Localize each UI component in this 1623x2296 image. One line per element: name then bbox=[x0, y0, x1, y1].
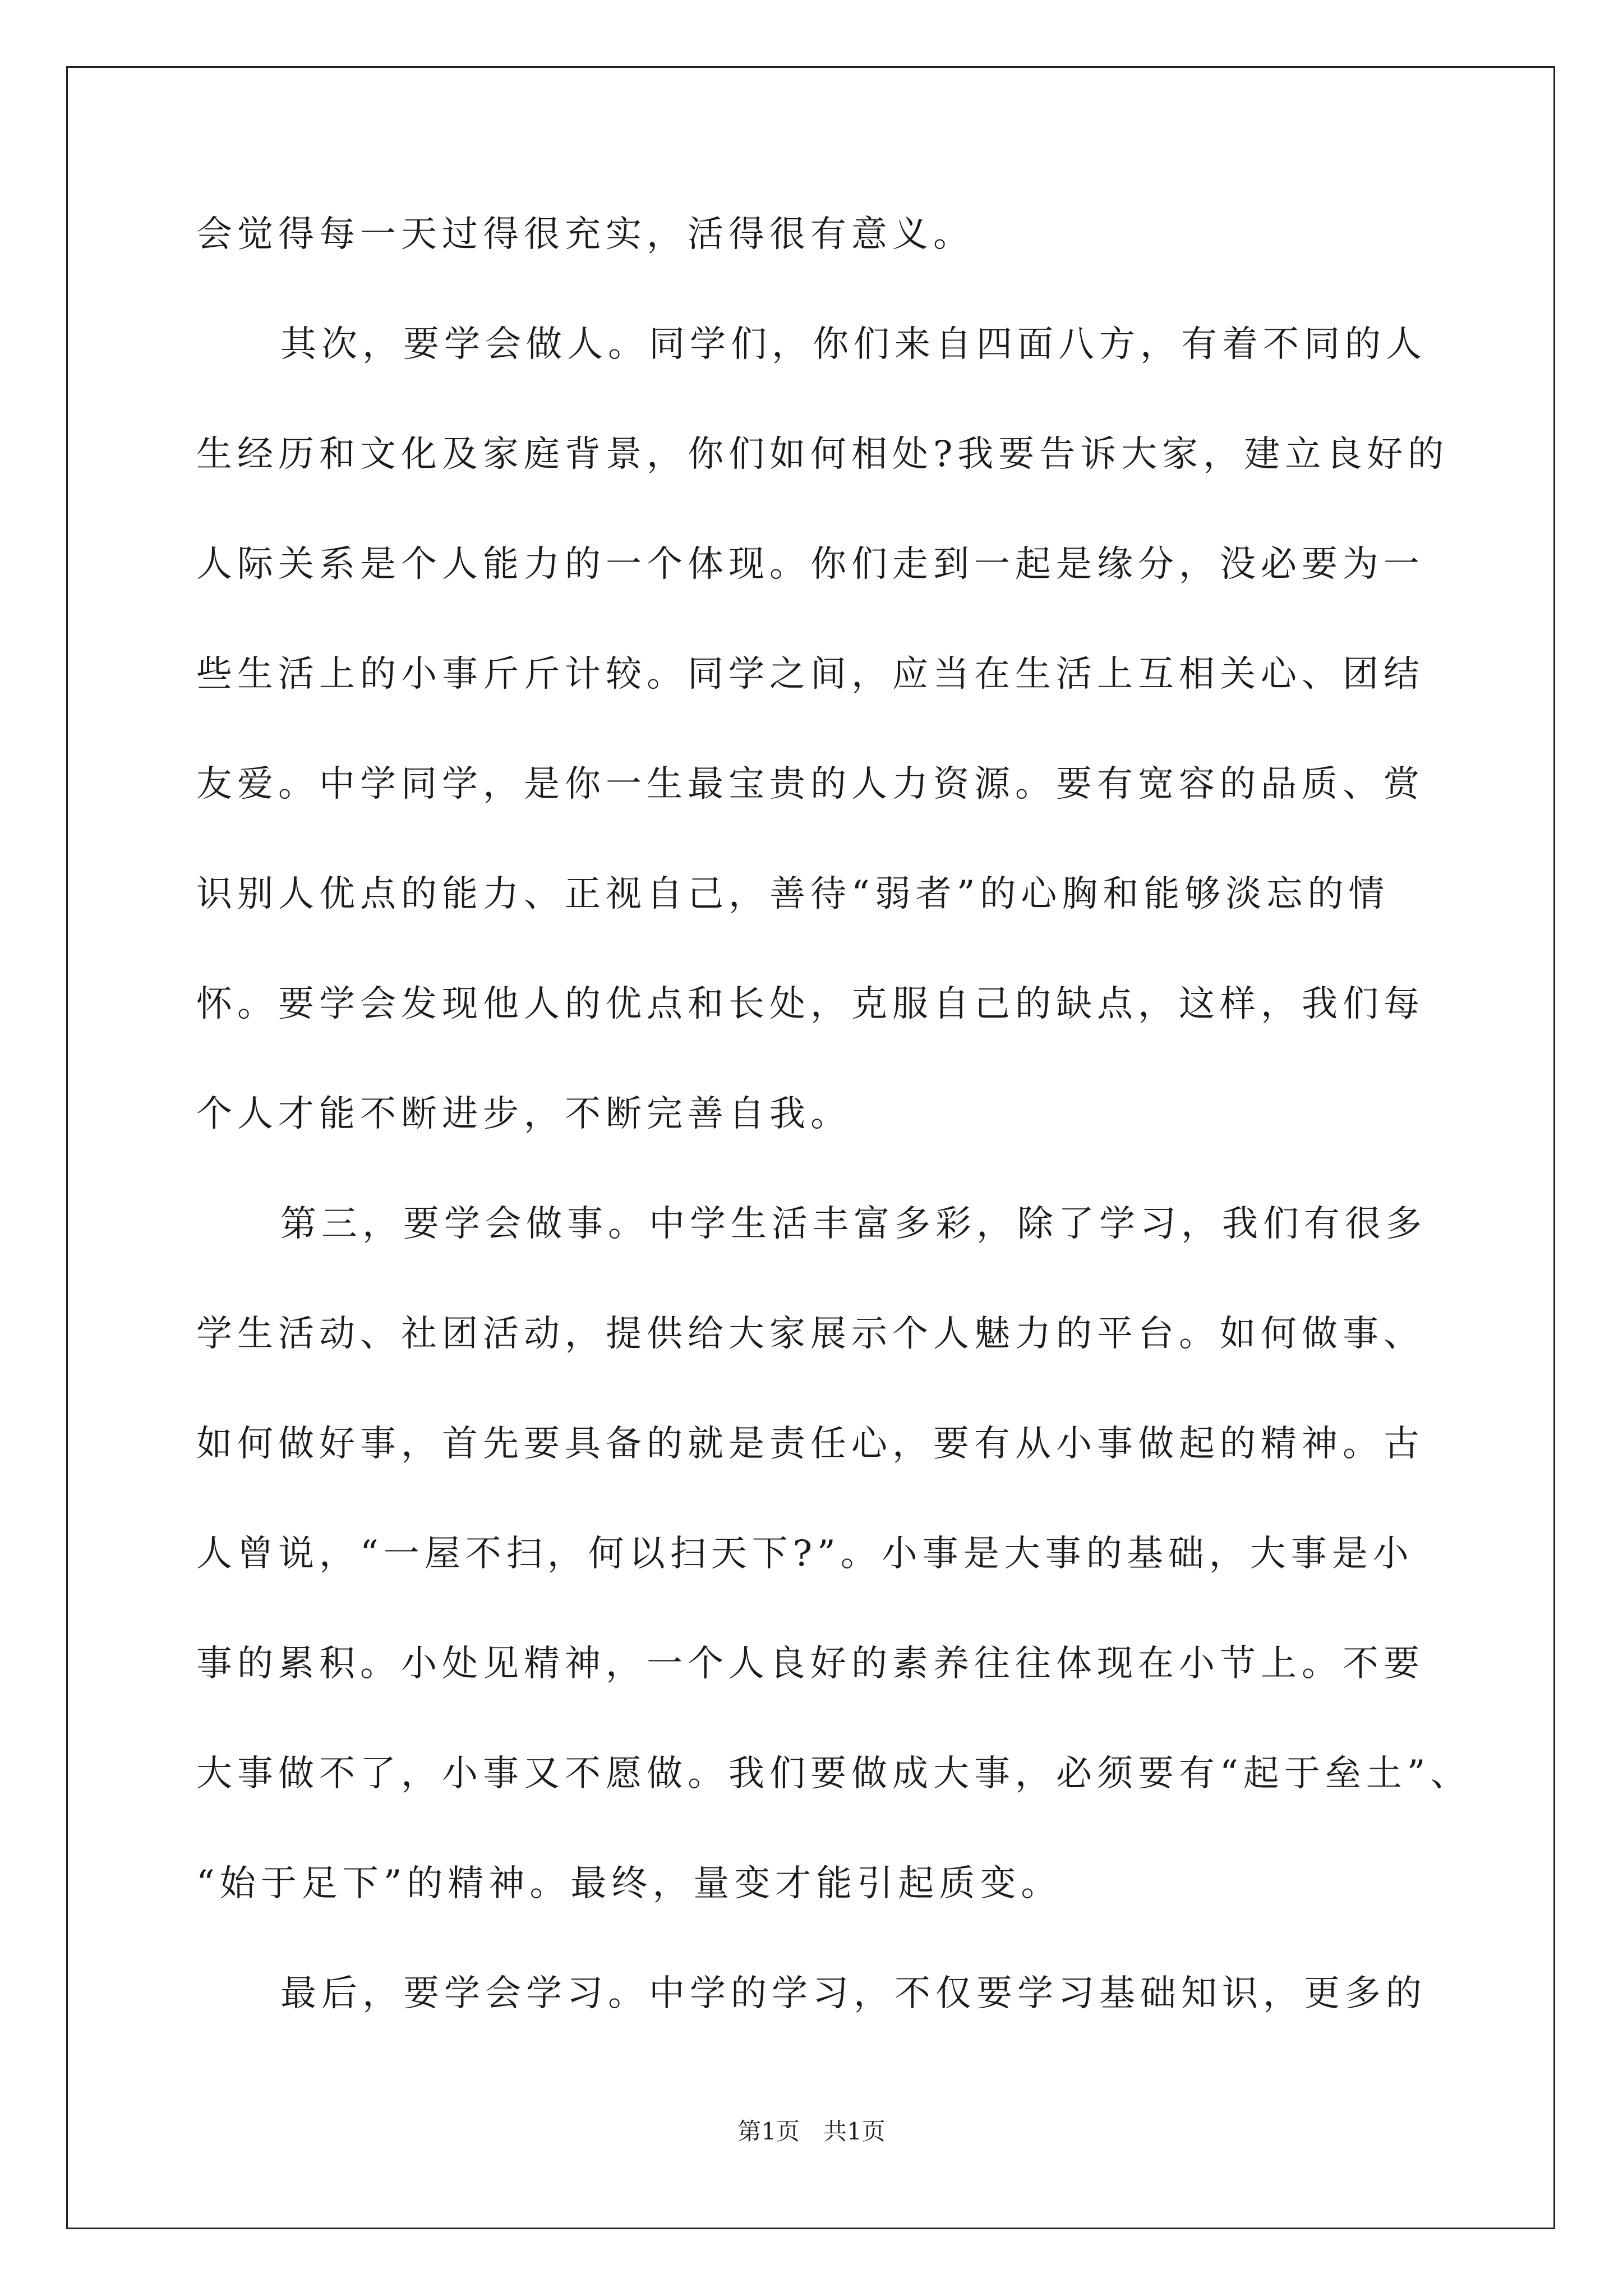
text-line: 些生活上的小事斤斤计较。同学之间，应当在生活上互相关心、团结 bbox=[196, 654, 1424, 695]
text-line: 事的累积。小处见精神，一个人良好的素养往往体现在小节上。不要 bbox=[196, 1643, 1424, 1685]
text-line: 怀。要学会发现他人的优点和长处，克服自己的缺点，这样，我们每 bbox=[196, 983, 1424, 1025]
text-line: “始于足下”的精神。最终，量变才能引起质变。 bbox=[196, 1863, 1062, 1904]
document-body bbox=[196, 208, 1486, 2077]
page-number-footer: 第1页 共1页 bbox=[737, 2118, 886, 2145]
paragraph-start-line: 其次，要学会做人。同学们，你们来自四面八方，有着不同的人 bbox=[280, 324, 1427, 365]
text-line: 友爱。中学同学，是你一生最宝贵的人力资源。要有宽容的品质、赏 bbox=[196, 763, 1424, 805]
text-line: 大事做不了，小事又不愿做。我们要做成大事，必须要有“起于垒土”、 bbox=[196, 1753, 1472, 1795]
text-line: 个人才能不断进步，不断完善自我。 bbox=[196, 1093, 851, 1135]
paragraph-start-line: 最后，要学会学习。中学的学习，不仅要学习基础知识，更多的 bbox=[280, 1973, 1427, 2014]
text-line: 人际关系是个人能力的一个体现。你们走到一起是缘分，没必要为一 bbox=[196, 544, 1424, 585]
text-line: 学生活动、社团活动，提供给大家展示个人魅力的平台。如何做事、 bbox=[196, 1313, 1424, 1355]
text-line: 人曾说，“一屋不扫，何以扫天下?”。小事是大事的基础，大事是小 bbox=[196, 1533, 1414, 1575]
text-line: 生经历和文化及家庭背景，你们如何相处?我要告诉大家，建立良好的 bbox=[196, 434, 1449, 475]
text-line: 如何做好事，首先要具备的就是责任心，要有从小事做起的精神。古 bbox=[196, 1423, 1424, 1465]
text-line: 会觉得每一天过得很充实，活得很有意义。 bbox=[196, 214, 974, 255]
paragraph-start-line: 第三，要学会做事。中学生活丰富多彩，除了学习，我们有很多 bbox=[280, 1203, 1427, 1245]
text-line: 识别人优点的能力、正视自己，善待“弱者”的心胸和能够淡忘的情 bbox=[196, 873, 1390, 915]
